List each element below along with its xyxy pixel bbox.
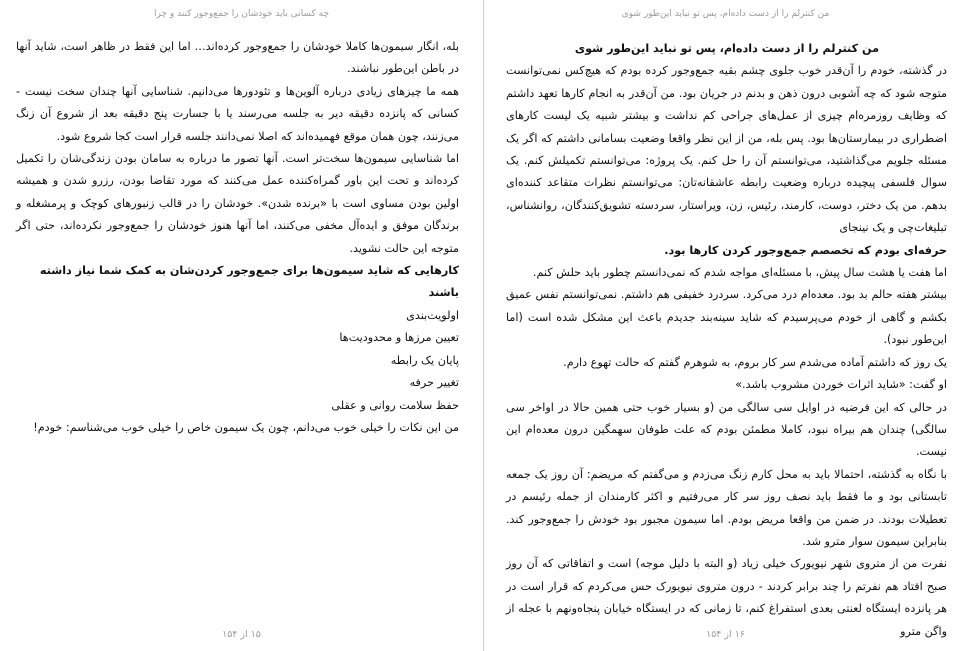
running-head: چه کسانی باید خودشان را جمع‌وجور کنند و چرا [153,9,330,19]
section-heading: کارهایی که شاید سیمون‌ها برای جمع‌وجور کردن‌شان به کمک شما نیاز داشته باشند [39,264,459,300]
list-item: تعیین مرزها و محدودیت‌ها [339,331,459,345]
paragraph: اما شناسایی سیمون‌ها سخت‌تر است. آنها تصور ما درباره به سامان بودن زندگی‌شان را تکمیل کرده‌اند و تحت این باور گمراه‌کننده عمل می‌کنند که مورد تقاضا بودن، رزرو شدن و همیشه اولین بودن مساوی است با «برنده شدن». خودشان را در قالب زنبورهای کوچک و پرمشغله و برندگان موفق و ایده‌آل مخفی می‌کنند، اما آنها هنوز خودشان را جمع‌وجور نکرده‌اند، حتی اگر متوجه این حالت نشوید. [16,152,459,255]
left-page [0,0,483,651]
list-item: تغییر حرفه [409,376,459,390]
right-page [484,0,967,651]
paragraph: بیشتر هفته حالم بد بود. معده‌ام درد می‌کرد. سردرد خفیفی هم داشتم. نمی‌توانستم نفس عمیق بکشم و گاهی از خودم می‌پرسیدم که شاید سینه‌بند جدیدم باعث این مشکل شده است (اما این‌طور نبود). [506,288,947,347]
list-item: پایان یک رابطه [390,353,459,367]
section-heading: من کنترلم را از دست داده‌ام، پس تو نباید این‌طور شوی [574,42,879,55]
paragraph: او گفت: «شاید اثرات خوردن مشروب باشد.» [735,378,947,392]
paragraph: همه ما چیزهای زیادی درباره آلوین‌ها و تئودورها می‌دانیم. شناسایی آنها چندان سخت نیست - کسانی که پانزده دقیقه دیر به جلسه می‌رسند یا با جسارت پنج دقیقه بعد از شروع آن زنگ می‌زنند، چون همان موقع فهمیده‌اند که اصلا نمی‌دانند جلسه قرار است کجا شروع شود. [16,84,459,143]
running-head: من کنترلم را از دست داده‌ام، پس تو نباید این‌طور شوی [621,9,830,19]
paragraph: نفرت من از متروی شهر نیویورک خیلی زیاد (و البته با دلیل موجه) است و اتفاقاتی که آن روز صبح افتاد هم نفرتم را چند برابر کردند - درون متروی نیویورک حس می‌کردم که قرار است در هر پانزده ایستگاه لعنتی بعدی استفراغ کنم، تا زمانی که در ایستگاه خیابان پنجاه‌ونهم با عجله از واگن مترو [506,557,947,638]
list-item: اولویت‌بندی [406,308,459,322]
paragraph: بله، انگار سیمون‌ها کاملا خودشان را جمع‌وجور کرده‌اند… اما این فقط در ظاهر است، شاید آنها در باطن این‌طور نباشند. [16,40,459,76]
list-item: حفظ سلامت روانی و عقلی [331,398,459,412]
paragraph-bold: حرفه‌ای بودم که تخصصم جمع‌وجور کردن کارها بود. [664,243,947,257]
paragraph: من این نکات را خیلی خوب می‌دانم، چون یک سیمون خاص را خیلی خوب می‌شناسم: خودم! [33,420,459,434]
paragraph: یک روز که داشتم آماده می‌شدم سر کار بروم، به شوهرم گفتم که حالت تهوع دارم. [563,355,947,369]
paragraph: در حالی که این فرضیه در اوایل سی سالگی من (و بسیار خوب حتی همین حالا در اواخر سی سالگی) چندان هم بیراه نبود، کاملا مطمئن بودم که علت طوفان سهمگین درون معده‌ام این نیست. [506,400,947,459]
paragraph: با نگاه به گذشته، احتمالا باید به محل کارم زنگ می‌زدم و می‌گفتم که مریضم: آن روز یک جمعه تابستانی بود و ما فقط باید نصف روز سر کار می‌رفتیم و اکثر کارمندان از جمله رئیسم در تعطیلات بودند. در ضمن من واقعا مریض بودم. اما سیمون مجبور بود خودش را جمع‌وجور کند. بنابراین سیمون سوار مترو شد. [506,467,947,548]
page-number: ۱۵ از ۱۵۴ [222,629,261,640]
paragraph: اما هفت یا هشت سال پیش، با مسئله‌ای مواجه شدم که نمی‌دانستم چطور باید حلش کنم. [532,266,947,280]
page-number: ۱۶ از ۱۵۴ [706,629,745,640]
page-text [506,38,947,643]
paragraph: در گذشته، خودم را آن‌قدر خوب جلوی چشم بقیه جمع‌وجور کرده بودم که هیچ‌کس نمی‌توانست متوجه شود که چه آشوبی درون ذهن و بدنم در جریان بود. من آن‌قدر به انجام کارها تعهد داشتم که وظایف روزمره‌ام چیزی از عمل‌های جراحی کم نداشت و بیشتر شبیه یک لیست کارهای اضطراری در بیمارستان‌ها بود. پس بله، من از این نظر واقعا وضعیت بسامانی داشتم که اگر یک مسئله جلویم می‌گذاشتید، می‌توانستم آن را حل کنم. یک پروژه: می‌توانستم تکمیلش کنم. یک سوال فلسفی پیچیده درباره وضعیت رابطه عاشقانه‌تان: می‌توانستم نظرات متقاعد کننده‌ای بدهم. من یک دختر، دوست، کارمند، رئیس، زن، ویراستار، سردسته تشویق‌کنندگان، روانشناس، تبلیغات‌چی و یک نینجای [506,64,947,235]
page-text [16,36,459,439]
